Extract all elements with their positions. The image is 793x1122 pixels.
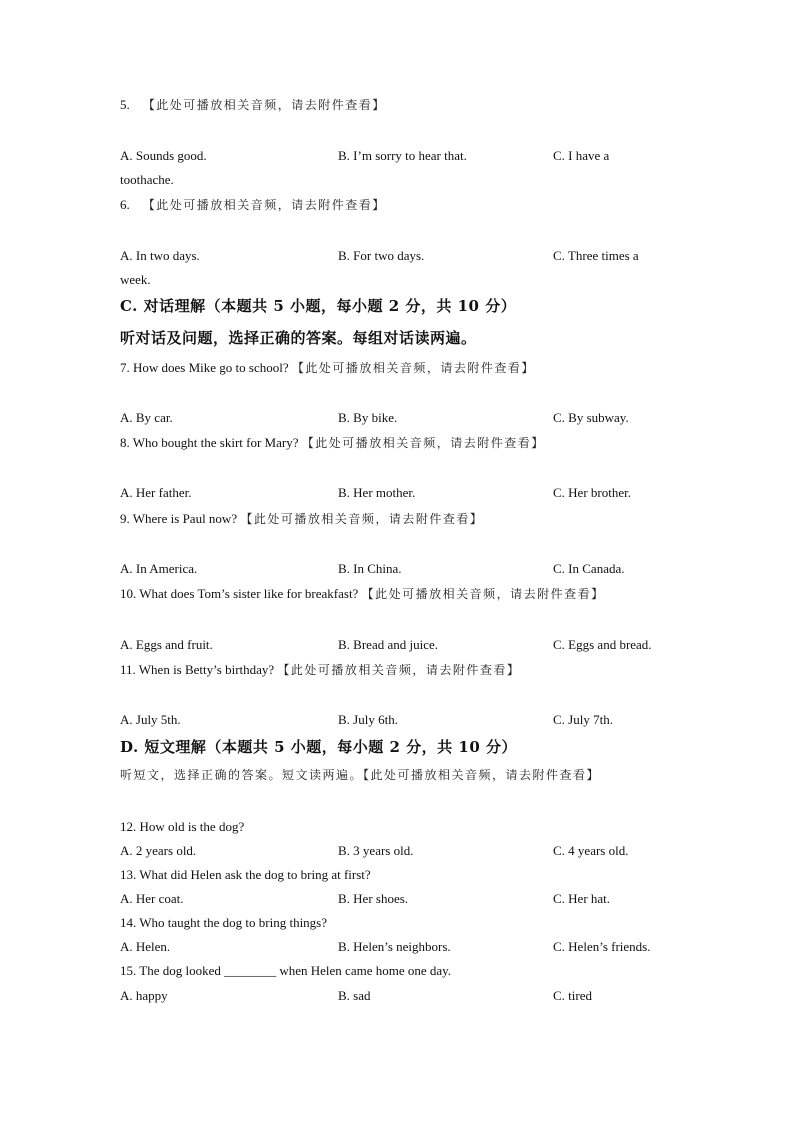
audio-note[interactable]: 【此处可播放相关音频，请去附件查看】 (142, 98, 386, 112)
section-c-instruction: 听对话及问题，选择正确的答案。每组对话读两遍。 (120, 329, 477, 347)
question-9 (120, 511, 483, 527)
section-d-instruction-line (120, 767, 600, 783)
audio-note[interactable]: 【此处可播放相关音频，请去附件查看】 (301, 436, 545, 450)
option-a[interactable]: A. Her coat. (120, 891, 184, 906)
option-c-continuation: week. (120, 272, 151, 287)
audio-note[interactable]: 【此处可播放相关音频，请去附件查看】 (363, 768, 601, 782)
option-c[interactable]: C. Three times a (553, 248, 639, 263)
question-15 (120, 963, 451, 979)
option-c[interactable]: C. In Canada. (553, 561, 625, 576)
section-d-instruction: 听短文，选择正确的答案。短文读两遍。 (120, 768, 364, 782)
option-a[interactable]: A. Helen. (120, 939, 171, 954)
question-7 (120, 360, 535, 376)
option-c[interactable]: C. Her hat. (553, 891, 611, 906)
question-number: 5. (120, 97, 130, 112)
option-c[interactable]: C. Her brother. (553, 485, 631, 500)
option-b[interactable]: B. In China. (338, 561, 402, 576)
option-b[interactable]: B. Her mother. (338, 485, 416, 500)
option-a[interactable]: A. July 5th. (120, 712, 181, 727)
question-text: 8. Who bought the skirt for Mary? (120, 435, 299, 450)
option-a[interactable]: A. 2 years old. (120, 843, 197, 858)
option-b[interactable]: B. For two days. (338, 248, 425, 263)
question-text: 15. The dog looked ________ when Helen came home one day. (120, 963, 452, 978)
audio-note[interactable]: 【此处可播放相关音频，请去附件查看】 (291, 361, 535, 375)
question-5-header (120, 97, 386, 113)
audio-note[interactable]: 【此处可播放相关音频，请去附件查看】 (142, 198, 386, 212)
question-6-options (120, 248, 680, 264)
option-b[interactable]: B. Her shoes. (338, 891, 409, 906)
option-c[interactable]: C. tired (553, 988, 592, 1003)
option-a[interactable]: A. Her father. (120, 485, 192, 500)
option-c[interactable]: C. Helen’s friends. (553, 939, 651, 954)
question-8-options (120, 485, 680, 501)
option-b[interactable]: B. sad (338, 988, 371, 1003)
question-11 (120, 662, 520, 678)
question-14-options (120, 939, 680, 955)
option-c[interactable]: C. July 7th. (553, 712, 613, 727)
question-13-options (120, 891, 680, 907)
section-d-title: D. 短文理解（本题共 5 小题，每小题 2 分，共 10 分） (120, 738, 518, 756)
question-text: 7. How does Mike go to school? (120, 360, 289, 375)
option-c[interactable]: C. Eggs and bread. (553, 637, 652, 652)
audio-note[interactable]: 【此处可播放相关音频，请去附件查看】 (240, 512, 484, 526)
question-15-options (120, 988, 680, 1004)
audio-note[interactable]: 【此处可播放相关音频，请去附件查看】 (277, 663, 521, 677)
option-b[interactable]: B. 3 years old. (338, 843, 414, 858)
option-c-continuation: toothache. (120, 172, 174, 187)
question-number: 6. (120, 197, 130, 212)
question-8 (120, 435, 545, 451)
question-7-options (120, 410, 680, 426)
option-c[interactable]: C. By subway. (553, 410, 629, 425)
question-text: 14. Who taught the dog to bring things? (120, 915, 328, 930)
option-a[interactable]: A. happy (120, 988, 168, 1003)
question-13 (120, 867, 371, 883)
question-text: 13. What did Helen ask the dog to bring at first? (120, 867, 371, 882)
question-12 (120, 819, 244, 835)
question-text: 9. Where is Paul now? (120, 511, 238, 526)
question-10 (120, 586, 605, 602)
question-text: 12. How old is the dog? (120, 819, 245, 834)
question-5-options (120, 148, 680, 164)
option-a[interactable]: A. By car. (120, 410, 173, 425)
option-c[interactable]: C. 4 years old. (553, 843, 629, 858)
question-9-options (120, 561, 680, 577)
option-b[interactable]: B. Bread and juice. (338, 637, 438, 652)
question-text: 10. What does Tom’s sister like for breakfast? (120, 586, 359, 601)
question-10-options (120, 637, 680, 653)
section-c-title: C. 对话理解（本题共 5 小题，每小题 2 分，共 10 分） (120, 297, 517, 315)
option-c[interactable]: C. I have a (553, 148, 610, 163)
option-a[interactable]: A. Sounds good. (120, 148, 207, 163)
option-b[interactable]: B. Helen’s neighbors. (338, 939, 451, 954)
option-b[interactable]: B. I’m sorry to hear that. (338, 148, 467, 163)
question-text: 11. When is Betty’s birthday? (120, 662, 275, 677)
question-11-options (120, 712, 680, 728)
option-a[interactable]: A. In two days. (120, 248, 200, 263)
question-12-options (120, 843, 680, 859)
option-a[interactable]: A. In America. (120, 561, 198, 576)
question-6-header (120, 197, 386, 213)
question-14 (120, 915, 327, 931)
option-b[interactable]: B. July 6th. (338, 712, 398, 727)
option-b[interactable]: B. By bike. (338, 410, 398, 425)
audio-note[interactable]: 【此处可播放相关音频，请去附件查看】 (361, 587, 605, 601)
option-a[interactable]: A. Eggs and fruit. (120, 637, 213, 652)
